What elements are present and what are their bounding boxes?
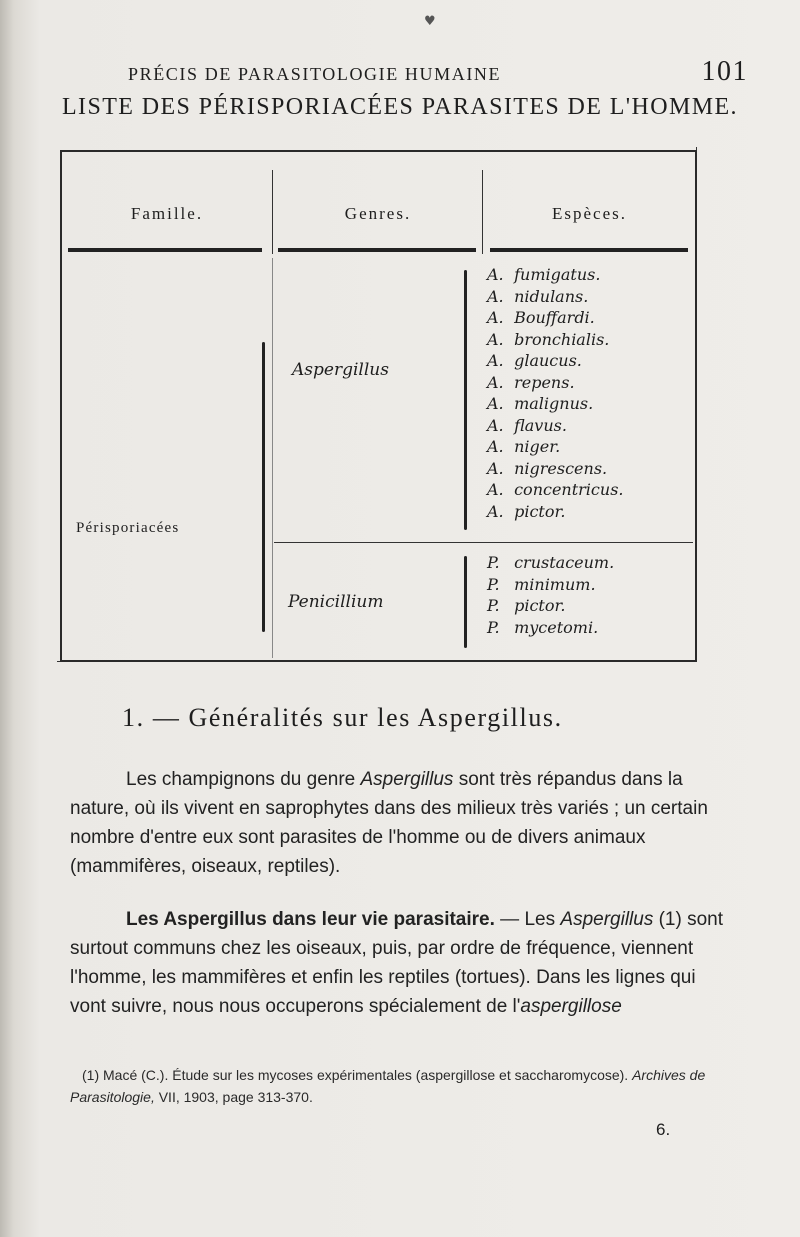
species-item: P. crustaceum. (487, 553, 615, 572)
section-heading (122, 703, 563, 733)
species-item: A. malignus. (487, 394, 594, 413)
group-separator (274, 542, 693, 543)
species-item: P. mycetomi. (487, 617, 599, 637)
header-especes: Espèces. (551, 204, 627, 223)
header-famille: Famille. (130, 204, 204, 223)
species-item: A. nigrescens. (487, 458, 608, 478)
aspergillus-species-list (487, 264, 623, 522)
header-divider-2 (482, 170, 483, 254)
family-brace (262, 342, 265, 632)
signature-mark: 6. (656, 1120, 671, 1139)
genus-aspergillus: Aspergillus (292, 360, 389, 380)
header-genres: Genres. (344, 204, 412, 223)
header-rule-especes (490, 248, 688, 252)
section-dash: — (152, 703, 181, 732)
species-item: A. niger. (487, 437, 561, 456)
species-item: A. Bouffardi. (487, 308, 595, 327)
footnote: (1) Macé (C.). Étude sur les mycoses expérimentales (aspergillose et saccharomycose). Archives de Parasitologie, VII, 1903, page 313-370. (70, 1067, 706, 1105)
species-item: A. glaucus. (487, 351, 582, 370)
penicillium-brace (464, 556, 467, 648)
species-item: A. flavus. (487, 415, 567, 435)
paragraph-parasitic-life: Les Aspergillus dans leur vie parasitaire. — Les Aspergillus (1) sont surtout communs chez les oiseaux, puis, par ordre de fréquence, viennent l'homme, les mammifères et enfin les reptiles (tortues). Dans les lignes qui vont suivre, nous nous occuperons spécialement de l'aspergillose (70, 909, 724, 1017)
aspergillus-brace (464, 270, 467, 530)
penicillium-species-list (487, 552, 614, 638)
page-number: 101 (701, 56, 748, 87)
paragraph-lead: Les Aspergillus dans leur vie parasitaire. (126, 909, 495, 930)
header-divider-1 (272, 170, 273, 254)
species-item: A. pictor. (487, 501, 566, 521)
species-item: A. bronchialis. (487, 329, 610, 349)
family-label: Périsporiacées (76, 520, 180, 536)
species-item: P. minimum. (487, 574, 596, 594)
list-title: LISTE DES PÉRISPORIACÉES PARASITES DE L'HOMME. (62, 94, 738, 120)
header-rule-famille (68, 248, 262, 252)
species-item: A. fumigatus. (487, 265, 601, 284)
section-title: Généralités sur les Aspergillus. (188, 703, 563, 732)
species-item: A. concentricus. (487, 480, 624, 499)
species-table (60, 150, 697, 662)
column-divider (272, 258, 273, 658)
section-number: 1. (122, 703, 145, 732)
genus-penicillium: Penicillium (288, 592, 384, 612)
running-title: PRÉCIS DE PARASITOLOGIE HUMAINE (128, 64, 502, 84)
species-item: P. pictor. (487, 596, 566, 615)
paragraph-intro: Les champignons du genre Aspergillus sont très répandus dans la nature, où ils vivent en saprophytes dans des milieux très variés ; un certain nombre d'entre eux sont parasites de l'homme ou de divers animaux (mammifères, oiseaux, reptiles). (70, 769, 708, 877)
header-rule-genres (278, 248, 476, 252)
species-item: A. nidulans. (487, 286, 589, 306)
ornament-mark: ♥ (424, 14, 436, 29)
species-item: A. repens. (487, 372, 575, 392)
